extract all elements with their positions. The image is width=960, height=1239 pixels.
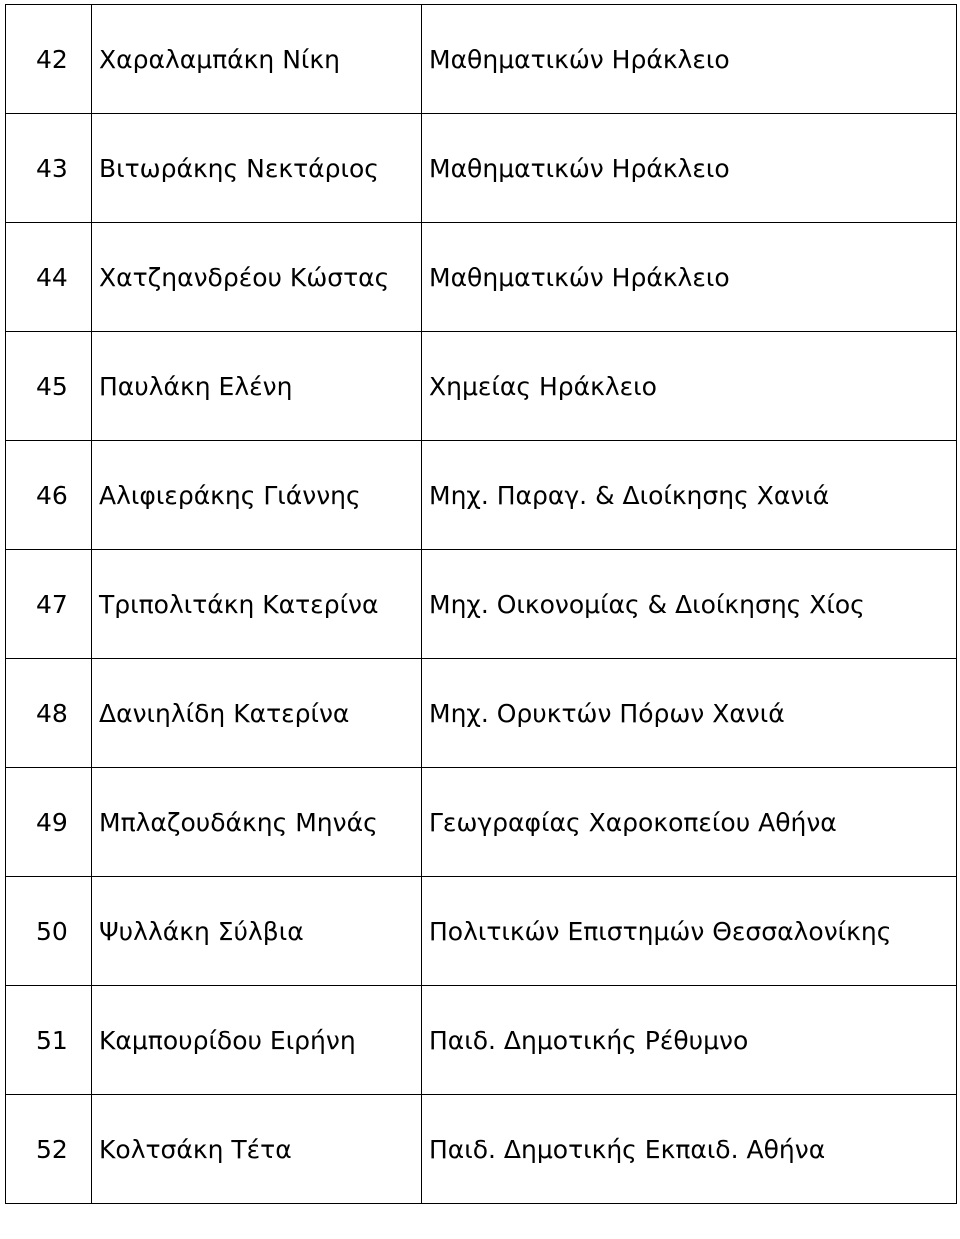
row-number: 48 xyxy=(6,659,92,768)
table-row xyxy=(6,550,957,659)
department: Μηχ. Ορυκτών Πόρων Χανιά xyxy=(422,659,957,768)
person-name: Δανιηλίδη Κατερίνα xyxy=(92,659,422,768)
department: Γεωγραφίας Χαροκοπείου Αθήνα xyxy=(422,768,957,877)
person-name: Τριπολιτάκη Κατερίνα xyxy=(92,550,422,659)
table-row xyxy=(6,1095,957,1204)
person-name: Ψυλλάκη Σύλβια xyxy=(92,877,422,986)
table-row xyxy=(6,114,957,223)
row-number: 49 xyxy=(6,768,92,877)
department: Πολιτικών Επιστημών Θεσσαλονίκης xyxy=(422,877,957,986)
row-number: 50 xyxy=(6,877,92,986)
table-row xyxy=(6,659,957,768)
department: Παιδ. Δημοτικής Εκπαιδ. Αθήνα xyxy=(422,1095,957,1204)
results-table-body xyxy=(6,5,957,1204)
department: Μηχ. Παραγ. & Διοίκησης Χανιά xyxy=(422,441,957,550)
department: Μαθηματικών Ηράκλειο xyxy=(422,223,957,332)
department: Χημείας Ηράκλειο xyxy=(422,332,957,441)
person-name: Αλιφιεράκης Γιάννης xyxy=(92,441,422,550)
table-row xyxy=(6,332,957,441)
table-row xyxy=(6,986,957,1095)
table-row xyxy=(6,441,957,550)
row-number: 42 xyxy=(6,5,92,114)
person-name: Παυλάκη Ελένη xyxy=(92,332,422,441)
results-table xyxy=(5,4,957,1204)
person-name: Μπλαζουδάκης Μηνάς xyxy=(92,768,422,877)
row-number: 47 xyxy=(6,550,92,659)
row-number: 45 xyxy=(6,332,92,441)
table-row xyxy=(6,768,957,877)
department: Μαθηματικών Ηράκλειο xyxy=(422,114,957,223)
person-name: Χαραλαμπάκη Νίκη xyxy=(92,5,422,114)
row-number: 51 xyxy=(6,986,92,1095)
table-row xyxy=(6,223,957,332)
person-name: Καμπουρίδου Ειρήνη xyxy=(92,986,422,1095)
row-number: 43 xyxy=(6,114,92,223)
person-name: Χατζηανδρέου Κώστας xyxy=(92,223,422,332)
department: Παιδ. Δημοτικής Ρέθυμνο xyxy=(422,986,957,1095)
table-row xyxy=(6,877,957,986)
department: Μηχ. Οικονομίας & Διοίκησης Χίος xyxy=(422,550,957,659)
results-table-container xyxy=(5,4,956,1204)
department: Μαθηματικών Ηράκλειο xyxy=(422,5,957,114)
person-name: Βιτωράκης Νεκτάριος xyxy=(92,114,422,223)
person-name: Κολτσάκη Τέτα xyxy=(92,1095,422,1204)
row-number: 52 xyxy=(6,1095,92,1204)
row-number: 44 xyxy=(6,223,92,332)
table-row xyxy=(6,5,957,114)
row-number: 46 xyxy=(6,441,92,550)
